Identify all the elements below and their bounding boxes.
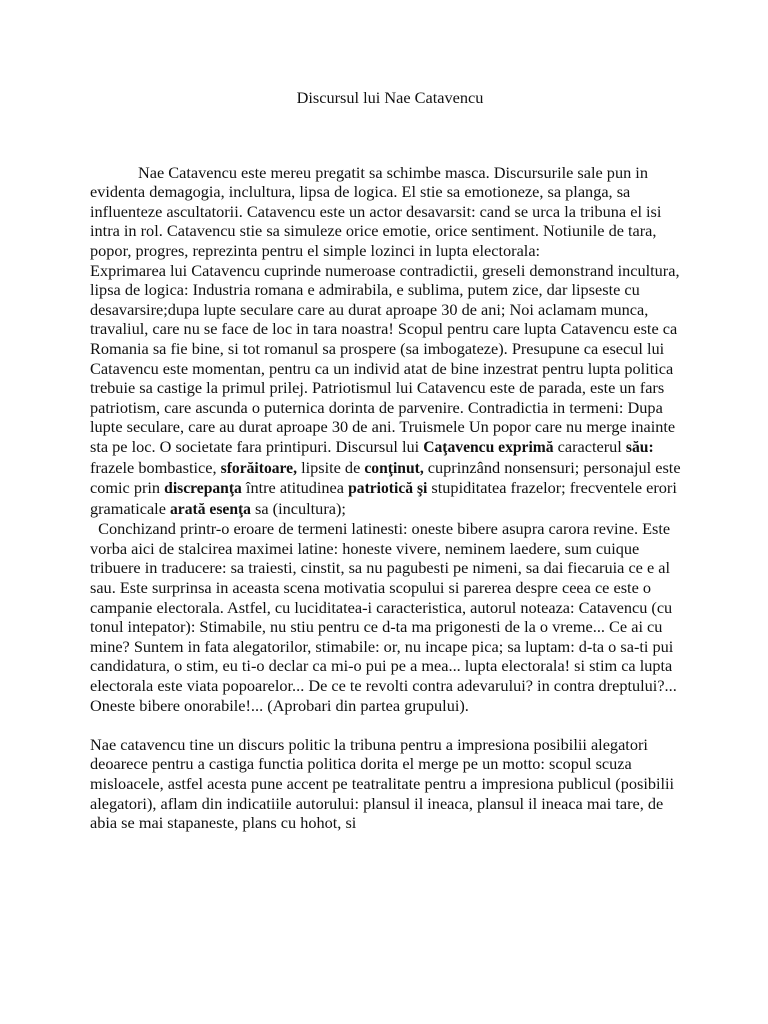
document-title: Discursul lui Nae Catavencu xyxy=(296,88,484,107)
bold-phrase: discrepanţa xyxy=(164,480,242,498)
paragraph-contradictions-text: Exprimarea lui Catavencu cuprinde numeroase contradictii, greseli demonstrand incultura, lipsa de logica: Industria romana e admirabila, e sublima, putem zice, dar lipseste cu desavarsire;dupa lupte seculare care au durat aproape 30 de ani; Noi aclamam munca, travaliul, care nu se face de loc in tara noastra! Scopul pentru care lupta Catavencu este ca Romania sa fie bine, si tot romanul sa prospere (sa imbogateze). Presupune ca esecul lui Catavencu este momentan, pentru ca un individ atat de bine inzestrat pentru lupta politica trebuie sa castige la primul prilej. Patriotismul lui Catavencu este de parada, este un fars patriotism, care ascunda o puternica dorinta de parvenire. Contradictia in termeni: Dupa lupte seculare, care au durat aproape 30 de ani. Truismele Un popor care nu merge inainte sta pe loc. O societate fara printipuri. Discursul lui xyxy=(90,260,680,456)
bold-phrase: conţinut, xyxy=(364,459,424,477)
paragraph-contradictions xyxy=(90,261,690,520)
text-segment: frazele bombastice, xyxy=(90,457,221,477)
bold-phrase: arată esenţa xyxy=(170,500,251,518)
text-segment: lipsite de xyxy=(297,457,365,477)
bold-phrase: Caţavencu exprimă xyxy=(423,438,554,456)
paragraph-spacer xyxy=(90,715,690,735)
document-page xyxy=(90,88,690,833)
paragraph-political-speech: Nae catavencu tine un discurs politic la tribuna pentru a impresiona posibilii alegatori deoarece pentru a castiga functia politica dorita el merge pe un motto: scopul scuza misloacele, astfel acesta pune accent pe teatralitate pentru a impresiona publicul (posibilii alegatori), aflam din indicatiile autorului: plansul il ineaca, plansul il ineaca mai tare, de abia se mai stapaneste, plans cu hohot, si xyxy=(90,734,675,833)
paragraph-latin-error: Conchizand printr-o eroare de termeni latinesti: oneste bibere asupra carora revine. Este vorba aici de stalcirea maximei latine: honeste vivere, neminem laedere, sum cuique tribuere in traducere: sa traiesti, cinstit, sa nu pagubesti pe nimeni, sa dai fiecaruia ce e al sau. Este surprinsa in aceasta scena motivatia scopului si parerea despre ceea ce este o campanie electorala. Astfel, cu luciditatea-i caracteristica, autorul noteaza: Catavencu (cu tonul intepator): Stimabile, nu stiu pentru ce d-ta ma prigonesti de la o vreme... Ce ai cu mine? Suntem in fata alegatorilor, stimabile: or, nu incape pica; sa luptam: d-ta o sa-ti pui candidatura, o stim, eu ti-o declar ca mi-o pui pe a mea... lupta electorala! si stim ca lupta electorala este viata popoarelor... De ce te revolti contra adevarului? in contra dreptului?... Oneste bibere onorabile!... (Aprobari din partea grupului). xyxy=(90,519,681,715)
text-segment: sa (incultura); xyxy=(250,498,346,518)
bold-phrase: sforăitoare, xyxy=(220,459,297,477)
text-segment: stupiditatea frazelor; frecventele erori gramaticale xyxy=(90,478,677,518)
text-segment: cuprinzând nonsensuri; personajul este comic prin xyxy=(90,457,681,498)
bold-phrase: patriotică şi xyxy=(348,480,428,498)
text-segment: caracterul xyxy=(553,436,626,456)
text-segment: între atitudinea xyxy=(241,478,349,498)
bold-phrase: său: xyxy=(625,438,654,456)
paragraph-intro: Nae Catavencu este mereu pregatit sa schimbe masca. Discursurile sale pun in evidenta demagogia, inclultura, lipsa de logica. El stie sa emotioneze, sa planga, sa influenteze ascultatorii. Catavencu este un actor desavarsit: cand se urca la tribuna el isi intra in rol. Catavencu stie sa simuleze orice emotie, orice sentiment. Notiunile de tara, popor, progres, reprezinta pentru el simple lozinci in lupta electorala: xyxy=(90,162,662,260)
